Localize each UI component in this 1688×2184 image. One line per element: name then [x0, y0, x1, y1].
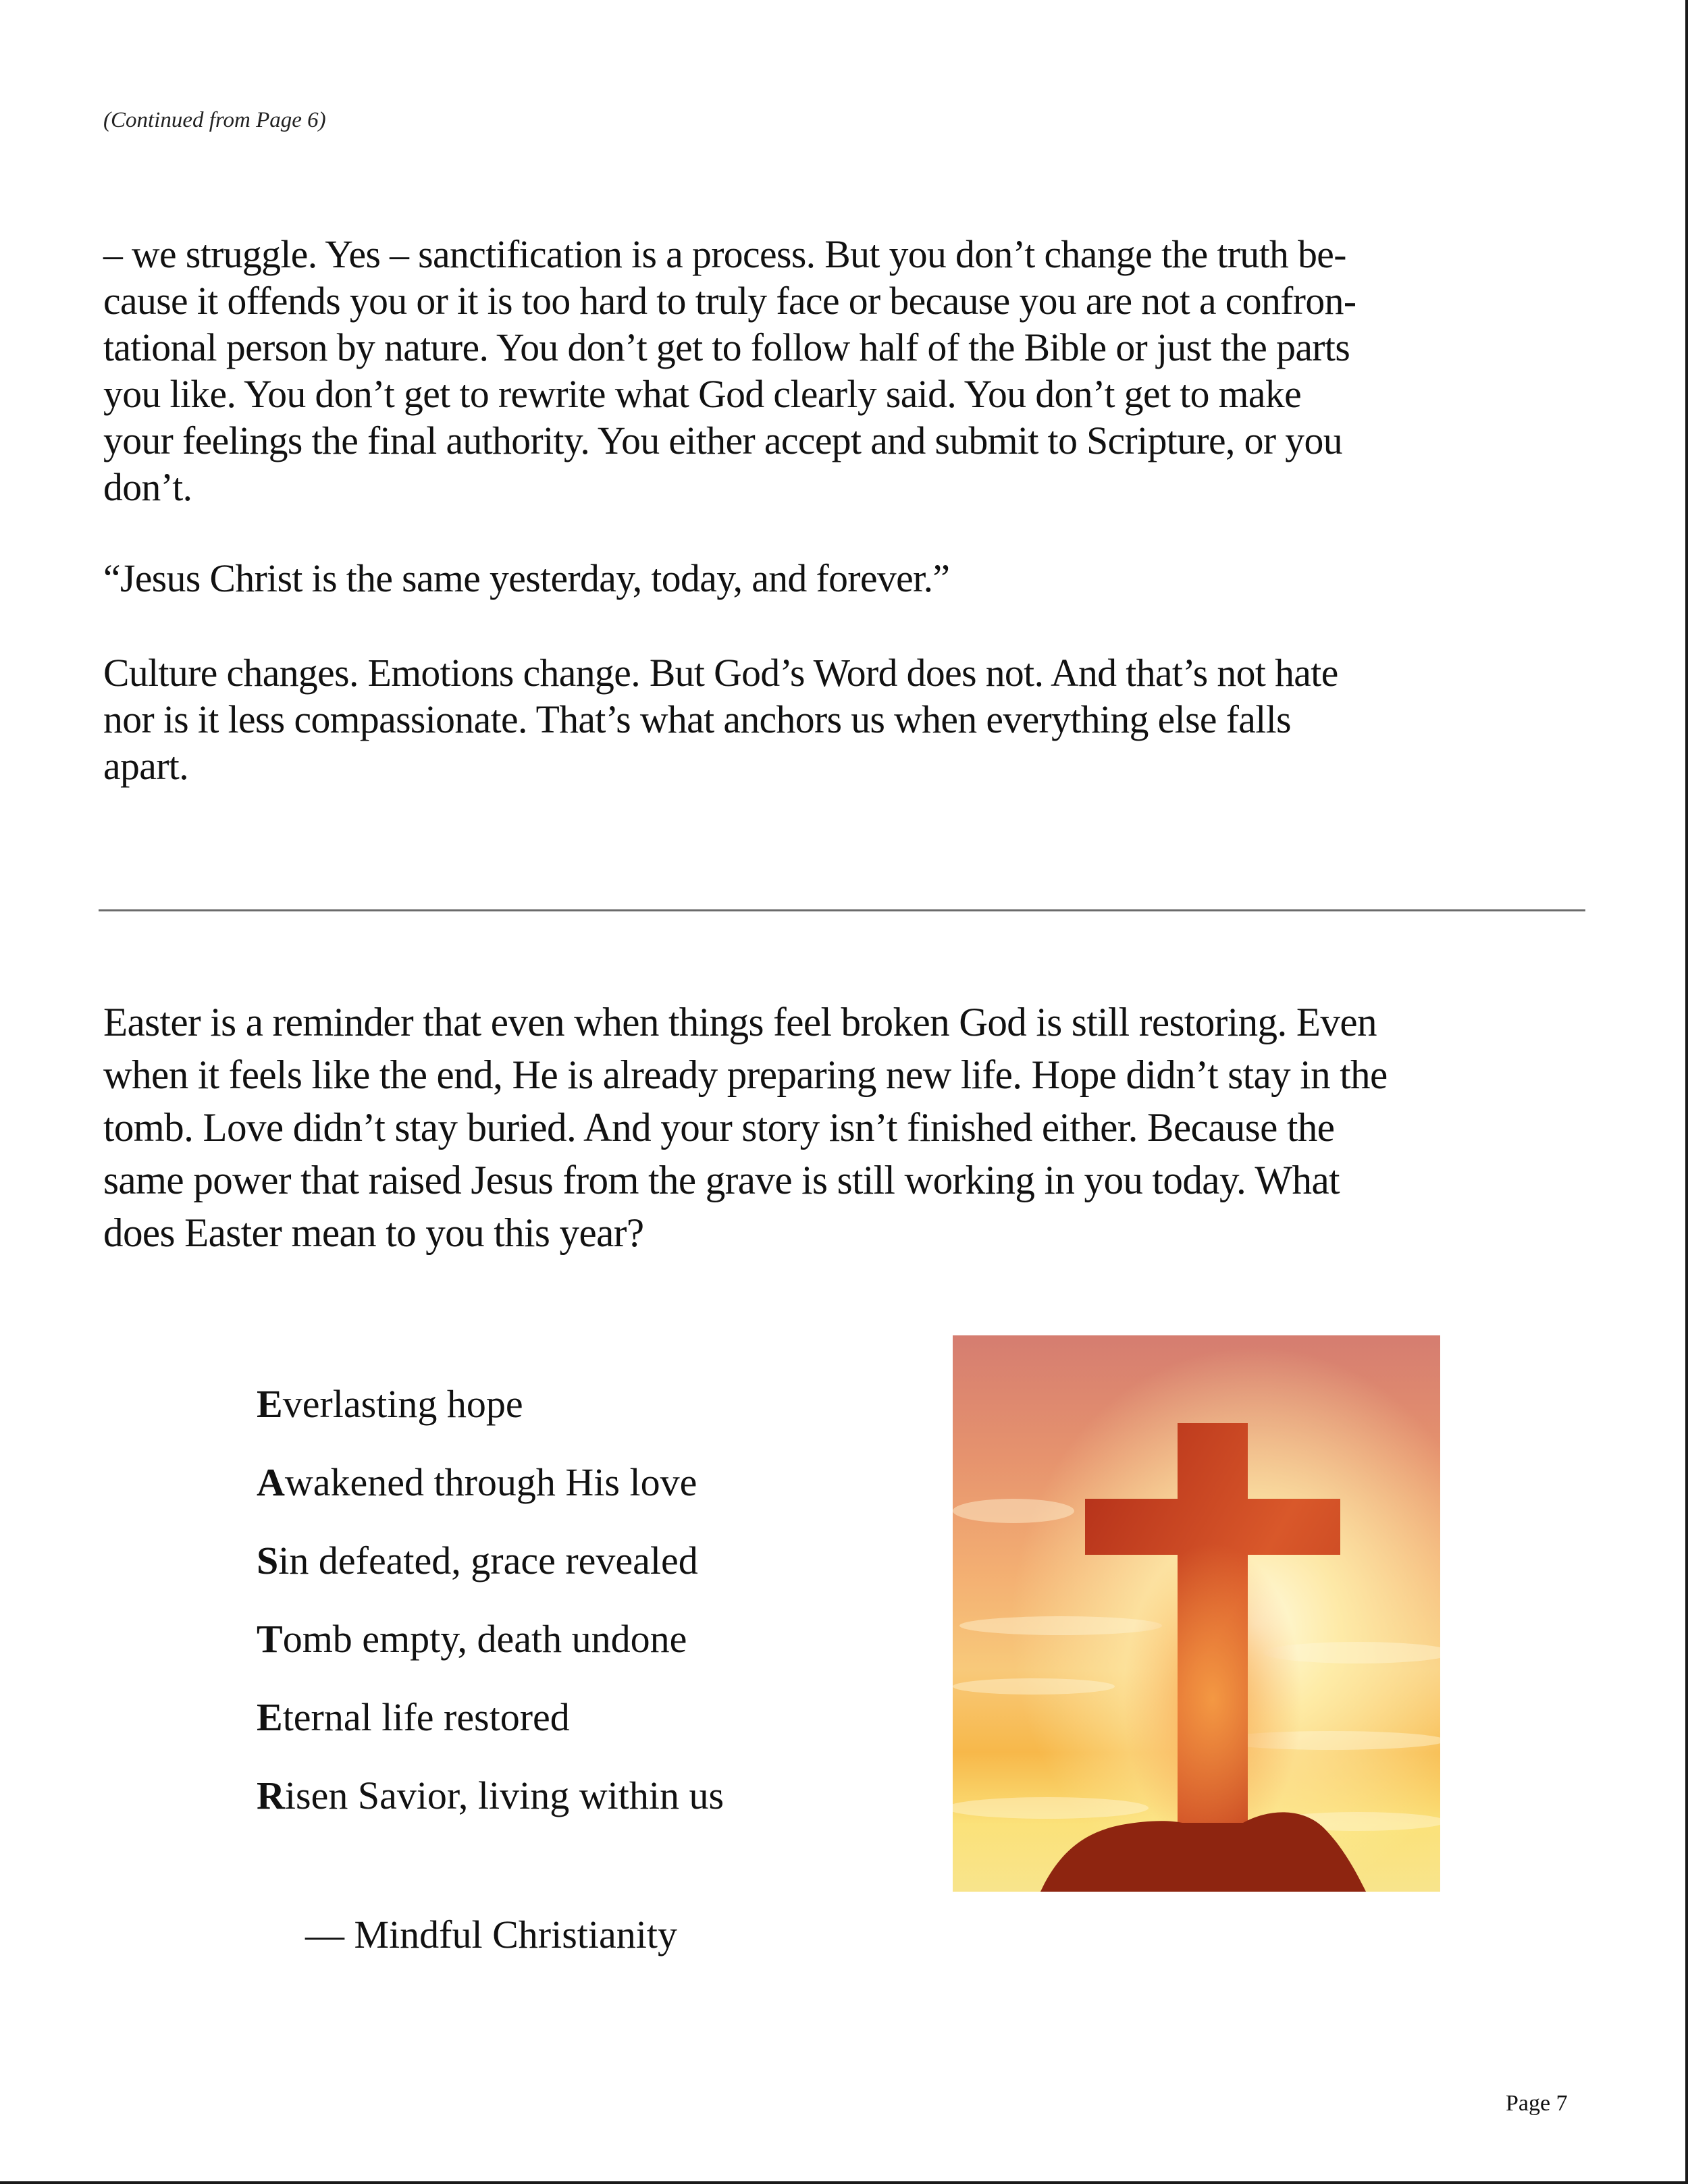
acrostic-initial: A [257, 1460, 285, 1504]
text-line: tational person by nature. You don’t get to follow half of the Bible or just the parts [103, 325, 1350, 369]
text-line: don’t. [103, 465, 192, 509]
quote-text: “Jesus Christ is the same yesterday, today, and forever.” [103, 556, 950, 600]
acrostic-text: in defeated, grace revealed [278, 1539, 698, 1582]
acrostic-line [257, 1678, 724, 1757]
cross-sunset-image [953, 1335, 1440, 1892]
acrostic-line [257, 1757, 724, 1835]
acrostic-initial: E [257, 1695, 283, 1739]
paragraph-easter-reminder [103, 996, 1573, 1259]
paragraph-culture-changes [103, 649, 1573, 789]
continued-note: (Continued from Page 6) [103, 108, 326, 132]
text-line: same power that raised Jesus from the grave is still working in you today. What [103, 1158, 1340, 1202]
acrostic-line [257, 1600, 724, 1678]
cross-icon [953, 1335, 1440, 1892]
text-line: apart. [103, 744, 189, 788]
acrostic-line [257, 1522, 724, 1600]
text-line: your feelings the final authority. You either accept and submit to Scripture, or you [103, 419, 1342, 462]
text-line: nor is it less compassionate. That’s what anchors us when everything else falls [103, 697, 1291, 741]
section-divider [99, 909, 1585, 911]
text-line: Culture changes. Emotions change. But God’s Word does not. And that’s not hate [103, 651, 1338, 695]
text-line: tomb. Love didn’t stay buried. And your story isn’t finished either. Because the [103, 1105, 1335, 1150]
acrostic-line [257, 1443, 724, 1522]
acrostic-initial: S [257, 1539, 279, 1582]
text-line: you like. You don’t get to rewrite what God clearly said. You don’t get to make [103, 372, 1302, 416]
acrostic-text: wakened through His love [284, 1460, 697, 1504]
page-number: Page 7 [1506, 2091, 1568, 2116]
acrostic-initial: T [257, 1617, 283, 1661]
scripture-quote [103, 555, 1573, 602]
acrostic-text: omb empty, death undone [282, 1617, 687, 1661]
text-line: – we struggle. Yes – sanctification is a process. But you don’t change the truth be- [103, 232, 1346, 276]
acrostic-line [257, 1365, 724, 1443]
acrostic-text: ternal life restored [282, 1695, 570, 1739]
easter-acrostic-poem [257, 1365, 724, 1835]
text-line: does Easter mean to you this year? [103, 1210, 644, 1255]
acrostic-initial: R [257, 1774, 285, 1817]
text-line: Easter is a reminder that even when things feel broken God is still restoring. Even [103, 1000, 1377, 1044]
poem-attribution: — Mindful Christianity [305, 1913, 677, 1956]
acrostic-initial: E [257, 1382, 283, 1426]
acrostic-text: isen Savior, living within us [284, 1774, 724, 1817]
text-line: cause it offends you or it is too hard to truly face or because you are not a confron- [103, 279, 1356, 323]
text-line: when it feels like the end, He is already preparing new life. Hope didn’t stay in the [103, 1053, 1388, 1097]
paragraph-scripture-authority [103, 231, 1573, 510]
acrostic-text: verlasting hope [282, 1382, 523, 1426]
